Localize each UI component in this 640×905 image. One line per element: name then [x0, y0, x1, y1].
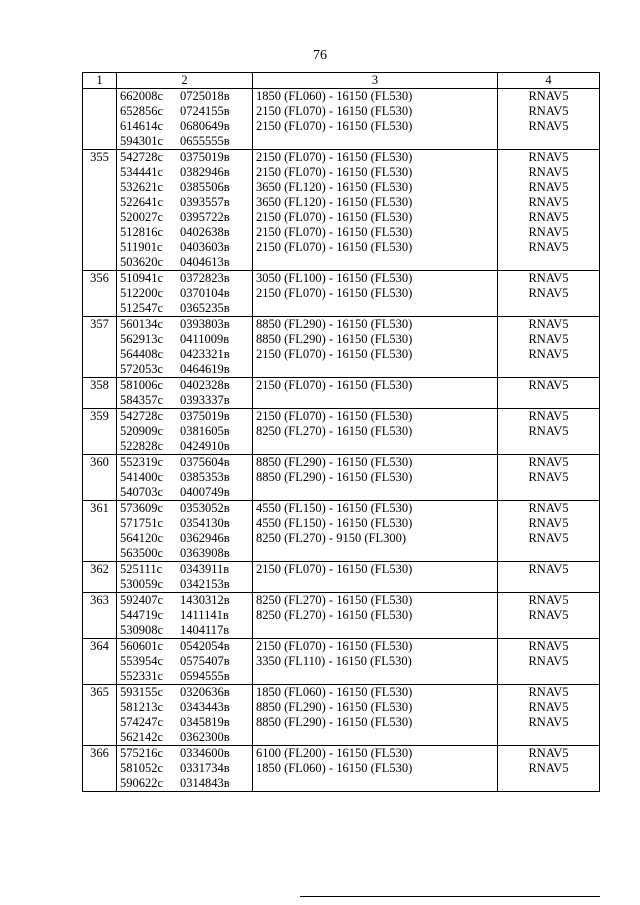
latitude: 584357с [120, 393, 164, 407]
latitude: 530908с [120, 623, 164, 637]
route-points [117, 685, 253, 746]
longitude: 0464619в [180, 362, 230, 376]
waypoint [120, 301, 249, 316]
table-body [83, 89, 600, 792]
latitude: 662008с [120, 89, 164, 103]
table-row [83, 317, 600, 378]
longitude: 0362300в [180, 730, 230, 744]
longitude: 1404117в [180, 623, 230, 637]
longitude: 1430312в [180, 593, 230, 607]
footer-rule [300, 896, 600, 897]
latitude: 511901с [120, 240, 163, 254]
table-row [83, 593, 600, 639]
route-points [117, 455, 253, 501]
longitude: 0365235в [180, 301, 230, 315]
table-header-row [83, 73, 600, 89]
level-range: 2150 (FL070) - 16150 (FL530) [256, 119, 413, 133]
level-range: 1850 (FL060) - 16150 (FL530) [256, 685, 413, 699]
route-points [117, 317, 253, 378]
latitude: 525111с [120, 562, 163, 576]
longitude: 0385506в [180, 180, 230, 194]
nav-value: RNAV5 [528, 562, 569, 576]
waypoint [120, 562, 249, 577]
nav-value: RNAV5 [528, 378, 569, 392]
waypoint [120, 210, 249, 225]
latitude: 581052с [120, 761, 164, 775]
longitude: 0385353в [180, 470, 230, 484]
waypoint [120, 89, 249, 104]
latitude: 532621с [120, 180, 164, 194]
latitude: 520027с [120, 210, 164, 224]
waypoint [120, 165, 249, 180]
flight-levels [253, 639, 498, 685]
nav-value: RNAV5 [528, 516, 569, 530]
longitude: 0655555в [180, 134, 230, 148]
route-number: 360 [83, 455, 117, 501]
longitude: 0680649в [180, 119, 230, 133]
header-col-3: 3 [253, 73, 498, 89]
latitude: 574247с [120, 715, 164, 729]
flight-levels [253, 271, 498, 317]
longitude: 0594555в [180, 669, 230, 683]
latitude: 522641с [120, 195, 164, 209]
waypoint [120, 531, 249, 546]
longitude: 0393803в [180, 317, 230, 331]
longitude: 0342153в [180, 577, 230, 591]
level-range: 8850 (FL290) - 16150 (FL530) [256, 700, 413, 714]
level-range: 8850 (FL290) - 16150 (FL530) [256, 455, 413, 469]
latitude: 573609с [120, 501, 164, 515]
level-range: 8850 (FL290) - 16150 (FL530) [256, 317, 413, 331]
nav-value: RNAV5 [528, 715, 569, 729]
level-range: 2150 (FL070) - 16150 (FL530) [256, 639, 413, 653]
nav-spec [498, 746, 600, 792]
latitude: 512200с [120, 286, 164, 300]
waypoint [120, 746, 249, 761]
routes-table [82, 72, 600, 792]
level-range: 4550 (FL150) - 16150 (FL530) [256, 516, 413, 530]
level-range: 8250 (FL270) - 16150 (FL530) [256, 424, 413, 438]
nav-value: RNAV5 [528, 286, 569, 300]
longitude: 0334600в [180, 746, 230, 760]
route-number [83, 89, 117, 150]
route-points [117, 409, 253, 455]
longitude: 0314843в [180, 776, 230, 790]
latitude: 614614с [120, 119, 164, 133]
nav-value: RNAV5 [528, 409, 569, 423]
route-number: 364 [83, 639, 117, 685]
longitude: 0542054в [180, 639, 230, 653]
latitude: 572053с [120, 362, 164, 376]
flight-levels [253, 501, 498, 562]
waypoint [120, 639, 249, 654]
flight-levels [253, 378, 498, 409]
nav-value: RNAV5 [528, 746, 569, 760]
level-range: 2150 (FL070) - 16150 (FL530) [256, 240, 413, 254]
header-col-4: 4 [498, 73, 600, 89]
latitude: 512816с [120, 225, 164, 239]
waypoint [120, 150, 249, 165]
flight-levels [253, 455, 498, 501]
level-range: 3650 (FL120) - 16150 (FL530) [256, 195, 413, 209]
level-range: 2150 (FL070) - 16150 (FL530) [256, 210, 413, 224]
waypoint [120, 424, 249, 439]
nav-value: RNAV5 [528, 104, 569, 118]
table-row [83, 150, 600, 271]
longitude: 0402638в [180, 225, 230, 239]
level-range: 3650 (FL120) - 16150 (FL530) [256, 180, 413, 194]
latitude: 553954с [120, 654, 164, 668]
longitude: 0423321в [180, 347, 230, 361]
longitude: 0343911в [180, 562, 230, 576]
level-range: 2150 (FL070) - 16150 (FL530) [256, 104, 413, 118]
latitude: 542728с [120, 409, 164, 423]
waypoint [120, 700, 249, 715]
nav-spec [498, 271, 600, 317]
longitude: 0331734в [180, 761, 230, 775]
level-range: 8850 (FL290) - 16150 (FL530) [256, 715, 413, 729]
waypoint [120, 240, 249, 255]
flight-levels [253, 593, 498, 639]
latitude: 552319с [120, 455, 164, 469]
longitude: 0320636в [180, 685, 230, 699]
waypoint [120, 593, 249, 608]
nav-spec [498, 409, 600, 455]
longitude: 0353052в [180, 501, 230, 515]
longitude: 0575407в [180, 654, 230, 668]
latitude: 522828с [120, 439, 164, 453]
latitude: 562913с [120, 332, 164, 346]
route-points [117, 562, 253, 593]
nav-value: RNAV5 [528, 271, 569, 285]
route-number: 357 [83, 317, 117, 378]
level-range: 8850 (FL290) - 16150 (FL530) [256, 332, 413, 346]
level-range: 8250 (FL270) - 16150 (FL530) [256, 608, 413, 622]
waypoint [120, 669, 249, 684]
flight-levels [253, 562, 498, 593]
level-range: 2150 (FL070) - 16150 (FL530) [256, 165, 413, 179]
route-number: 361 [83, 501, 117, 562]
waypoint [120, 623, 249, 638]
nav-value: RNAV5 [528, 700, 569, 714]
table-row [83, 685, 600, 746]
nav-value: RNAV5 [528, 240, 569, 254]
nav-value: RNAV5 [528, 195, 569, 209]
nav-value: RNAV5 [528, 347, 569, 361]
nav-value: RNAV5 [528, 470, 569, 484]
waypoint [120, 409, 249, 424]
nav-spec [498, 562, 600, 593]
latitude: 560134с [120, 317, 164, 331]
table-row [83, 455, 600, 501]
level-range: 3350 (FL110) - 16150 (FL530) [256, 654, 412, 668]
nav-spec [498, 501, 600, 562]
longitude: 0403603в [180, 240, 230, 254]
flight-levels [253, 150, 498, 271]
longitude: 0411009в [180, 332, 230, 346]
route-points [117, 150, 253, 271]
nav-value: RNAV5 [528, 317, 569, 331]
route-number: 359 [83, 409, 117, 455]
route-number: 355 [83, 150, 117, 271]
waypoint [120, 485, 249, 500]
latitude: 534441с [120, 165, 164, 179]
waypoint [120, 225, 249, 240]
latitude: 512547с [120, 301, 164, 315]
waypoint [120, 317, 249, 332]
nav-value: RNAV5 [528, 455, 569, 469]
level-range: 1850 (FL060) - 16150 (FL530) [256, 761, 413, 775]
level-range: 6100 (FL200) - 16150 (FL530) [256, 746, 413, 760]
nav-spec [498, 317, 600, 378]
latitude: 520909с [120, 424, 164, 438]
waypoint [120, 378, 249, 393]
waypoint [120, 119, 249, 134]
route-points [117, 746, 253, 792]
latitude: 542728с [120, 150, 164, 164]
latitude: 563500с [120, 546, 164, 560]
nav-spec [498, 685, 600, 746]
latitude: 581006с [120, 378, 164, 392]
level-range: 4550 (FL150) - 16150 (FL530) [256, 501, 413, 515]
longitude: 0393337в [180, 393, 230, 407]
nav-spec [498, 89, 600, 150]
table-row [83, 378, 600, 409]
level-range: 2150 (FL070) - 16150 (FL530) [256, 225, 413, 239]
level-range: 2150 (FL070) - 16150 (FL530) [256, 378, 413, 392]
waypoint [120, 255, 249, 270]
latitude: 564408с [120, 347, 164, 361]
nav-value: RNAV5 [528, 89, 569, 103]
waypoint [120, 654, 249, 669]
longitude: 0404613в [180, 255, 230, 269]
flight-levels [253, 746, 498, 792]
nav-spec [498, 150, 600, 271]
nav-value: RNAV5 [528, 593, 569, 607]
route-number: 363 [83, 593, 117, 639]
waypoint [120, 577, 249, 592]
waypoint [120, 286, 249, 301]
flight-levels [253, 685, 498, 746]
route-number: 356 [83, 271, 117, 317]
waypoint [120, 608, 249, 623]
level-range: 3050 (FL100) - 16150 (FL530) [256, 271, 413, 285]
route-points [117, 639, 253, 685]
waypoint [120, 516, 249, 531]
longitude: 0375019в [180, 150, 230, 164]
flight-levels [253, 409, 498, 455]
latitude: 571751с [120, 516, 164, 530]
route-points [117, 271, 253, 317]
waypoint [120, 104, 249, 119]
longitude: 0375604в [180, 455, 230, 469]
waypoint [120, 730, 249, 745]
waypoint [120, 332, 249, 347]
nav-value: RNAV5 [528, 424, 569, 438]
route-points [117, 501, 253, 562]
nav-value: RNAV5 [528, 639, 569, 653]
latitude: 562142с [120, 730, 164, 744]
route-number: 366 [83, 746, 117, 792]
latitude: 575216с [120, 746, 164, 760]
waypoint [120, 134, 249, 149]
longitude: 0362946в [180, 531, 230, 545]
longitude: 0395722в [180, 210, 230, 224]
header-col-2: 2 [117, 73, 253, 89]
longitude: 0393557в [180, 195, 230, 209]
route-number: 358 [83, 378, 117, 409]
latitude: 594301с [120, 134, 164, 148]
page-number: 76 [313, 48, 327, 63]
route-points [117, 378, 253, 409]
nav-value: RNAV5 [528, 210, 569, 224]
longitude: 0375019в [180, 409, 230, 423]
header-col-1: 1 [83, 73, 117, 89]
latitude: 590622с [120, 776, 164, 790]
waypoint [120, 685, 249, 700]
longitude: 0402328в [180, 378, 230, 392]
nav-spec [498, 455, 600, 501]
route-number: 365 [83, 685, 117, 746]
nav-value: RNAV5 [528, 225, 569, 239]
latitude: 564120с [120, 531, 164, 545]
nav-value: RNAV5 [528, 685, 569, 699]
nav-value: RNAV5 [528, 150, 569, 164]
nav-value: RNAV5 [528, 608, 569, 622]
waypoint [120, 715, 249, 730]
level-range: 8250 (FL270) - 16150 (FL530) [256, 593, 413, 607]
nav-spec [498, 639, 600, 685]
longitude: 0400749в [180, 485, 230, 499]
latitude: 530059с [120, 577, 164, 591]
waypoint [120, 347, 249, 362]
level-range: 2150 (FL070) - 16150 (FL530) [256, 562, 413, 576]
nav-value: RNAV5 [528, 180, 569, 194]
level-range: 1850 (FL060) - 16150 (FL530) [256, 89, 413, 103]
latitude: 652856с [120, 104, 164, 118]
waypoint [120, 761, 249, 776]
longitude: 0381605в [180, 424, 230, 438]
nav-spec [498, 378, 600, 409]
table-row [83, 562, 600, 593]
nav-value: RNAV5 [528, 654, 569, 668]
level-range: 2150 (FL070) - 16150 (FL530) [256, 286, 413, 300]
latitude: 581213с [120, 700, 164, 714]
waypoint [120, 776, 249, 791]
flight-levels [253, 89, 498, 150]
latitude: 510941с [120, 271, 164, 285]
nav-value: RNAV5 [528, 119, 569, 133]
longitude: 0382946в [180, 165, 230, 179]
waypoint [120, 439, 249, 454]
longitude: 0370104в [180, 286, 230, 300]
longitude: 0725018в [180, 89, 230, 103]
nav-value: RNAV5 [528, 501, 569, 515]
waypoint [120, 362, 249, 377]
longitude: 0372823в [180, 271, 230, 285]
level-range: 2150 (FL070) - 16150 (FL530) [256, 150, 413, 164]
route-number: 362 [83, 562, 117, 593]
table-row [83, 409, 600, 455]
waypoint [120, 195, 249, 210]
latitude: 544719с [120, 608, 164, 622]
longitude: 1411141в [180, 608, 229, 622]
waypoint [120, 546, 249, 561]
waypoint [120, 501, 249, 516]
level-range: 2150 (FL070) - 16150 (FL530) [256, 409, 413, 423]
longitude: 0343443в [180, 700, 230, 714]
nav-value: RNAV5 [528, 531, 569, 545]
waypoint [120, 455, 249, 470]
table-row [83, 501, 600, 562]
waypoint [120, 470, 249, 485]
level-range: 8850 (FL290) - 16150 (FL530) [256, 470, 413, 484]
waypoint [120, 393, 249, 408]
latitude: 541400с [120, 470, 164, 484]
longitude: 0363908в [180, 546, 230, 560]
latitude: 593155с [120, 685, 164, 699]
route-points [117, 89, 253, 150]
longitude: 0424910в [180, 439, 230, 453]
table-row [83, 271, 600, 317]
longitude: 0345819в [180, 715, 230, 729]
latitude: 592407с [120, 593, 164, 607]
level-range: 8250 (FL270) - 9150 (FL300) [256, 531, 406, 545]
waypoint [120, 271, 249, 286]
latitude: 503620с [120, 255, 164, 269]
waypoint [120, 180, 249, 195]
latitude: 552331с [120, 669, 164, 683]
latitude: 560601с [120, 639, 164, 653]
table-row [83, 639, 600, 685]
nav-spec [498, 593, 600, 639]
level-range: 2150 (FL070) - 16150 (FL530) [256, 347, 413, 361]
longitude: 0724155в [180, 104, 230, 118]
nav-value: RNAV5 [528, 165, 569, 179]
latitude: 540703с [120, 485, 164, 499]
table-row [83, 746, 600, 792]
table-row [83, 89, 600, 150]
longitude: 0354130в [180, 516, 230, 530]
flight-levels [253, 317, 498, 378]
route-points [117, 593, 253, 639]
nav-value: RNAV5 [528, 332, 569, 346]
nav-value: RNAV5 [528, 761, 569, 775]
